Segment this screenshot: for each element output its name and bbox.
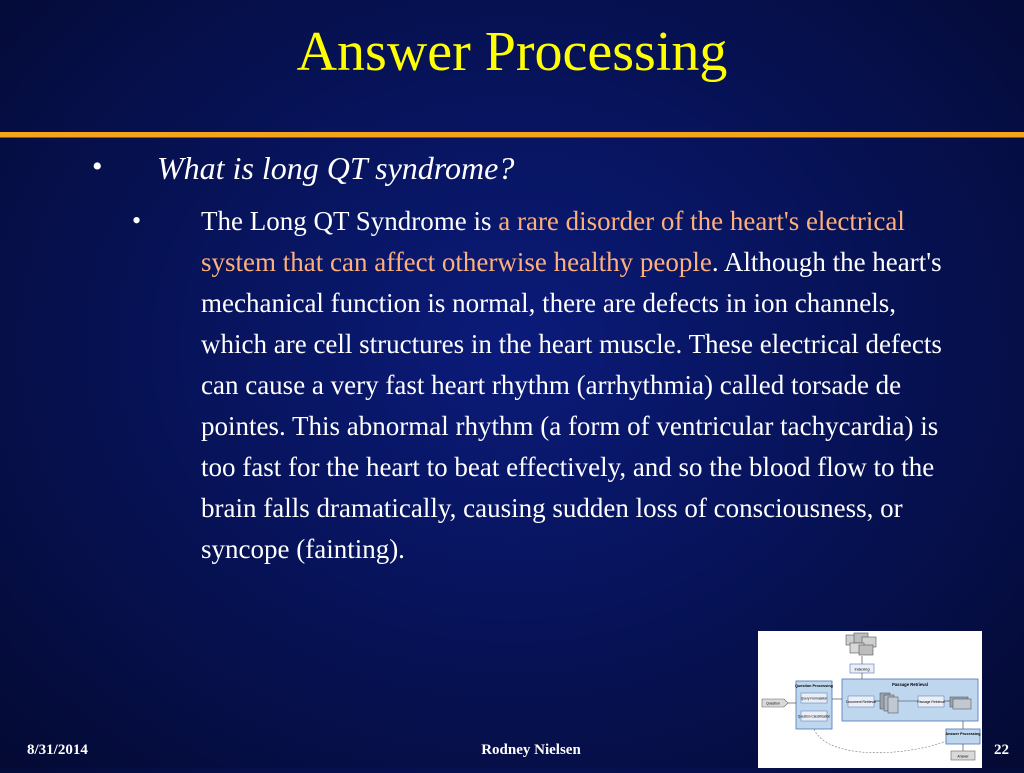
question-input-label: Question	[766, 701, 780, 706]
title-divider	[0, 132, 1024, 137]
footer-author: Rodney Nielsen	[481, 742, 581, 758]
answer-output-label: Answer	[957, 754, 969, 759]
question-processing-label: Question Processing	[795, 684, 833, 688]
slide-title: Answer Processing	[296, 21, 728, 83]
indexing-label: Indexing	[854, 666, 870, 672]
footer-page-number: 22	[994, 742, 1009, 758]
answer-highlight: a rare disorder of the heart's electrical system that can affect otherwise healthy people	[201, 206, 905, 277]
answer-processing-label: Answer Processing	[945, 732, 981, 736]
passage-stack-icon	[950, 697, 971, 709]
document-retrieval-label: Document Retrieval	[846, 700, 876, 704]
bullet-marker-level2: •	[132, 206, 142, 235]
bullet-marker-level1: •	[92, 150, 103, 183]
passage-retrieval-label: Passage Retrieval	[892, 682, 928, 687]
inner-passage-retrieval-label: Passage Retrieval	[917, 700, 945, 704]
query-formulation-label: Query Formulation	[800, 696, 828, 701]
answer-text-part2: . Although the heart's mechanical function is normal, there are defects in ion channels, which are cell structures in the heart muscle. These electrical defects can cause a very fast heart rhythm (arrhythmia) called torsade de pointes. This abnormal rhythm (a form of ventricular tachycardia) is too fast for the heart to beat effectively, and so the blood flow to the brain falls dramatically, causing sudden loss of consciousness, or syncope (fainting).	[201, 247, 942, 564]
question-classification-label: Question Classification	[797, 714, 831, 719]
question-text: What is long QT syndrome?	[157, 150, 515, 186]
footer-date: 8/31/2014	[27, 742, 88, 758]
document-stack-icon	[846, 633, 876, 655]
answer-text-part1: The Long QT Syndrome is	[201, 206, 499, 236]
answer-paragraph	[201, 201, 946, 570]
